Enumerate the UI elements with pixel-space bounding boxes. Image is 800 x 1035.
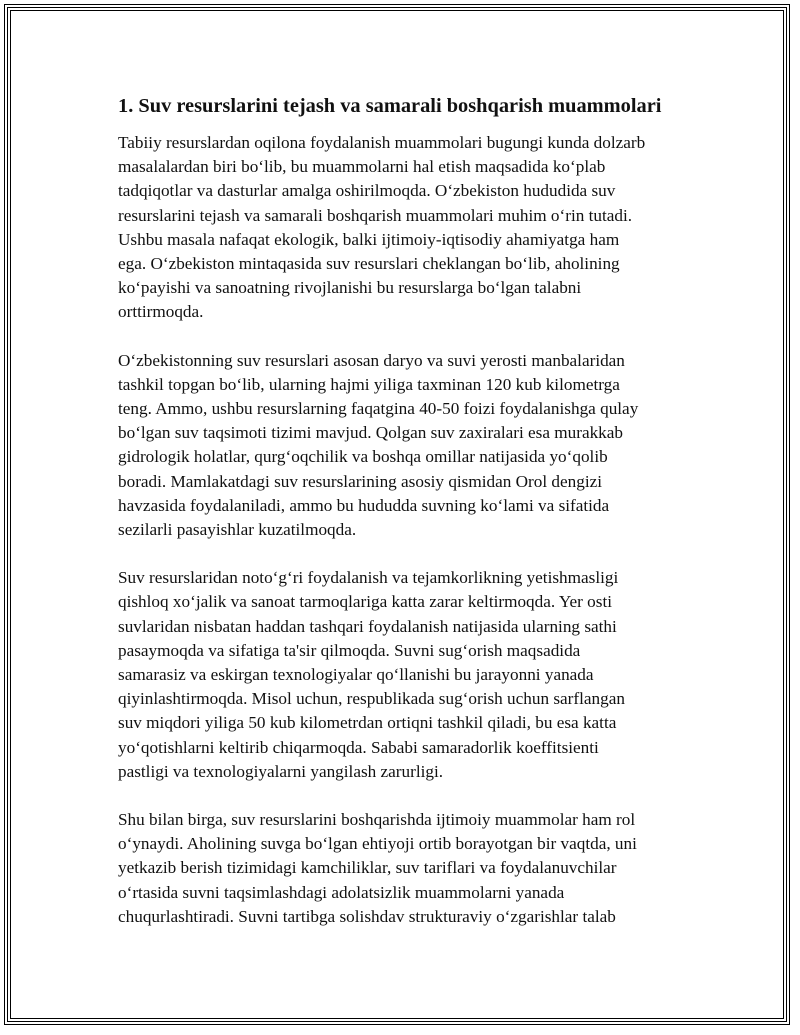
paragraph-line: masalalardan biri bo‘lib, bu muammolarni hal etish maqsadida ko‘plab: [118, 157, 606, 177]
paragraph-line: suv miqdori yiliga 50 kub kilometrdan ortiqni tashkil qiladi, bu esa katta: [118, 713, 617, 733]
paragraph-line: Shu bilan birga, suv resurslarini boshqarishda ijtimoiy muammolar ham rol: [118, 810, 636, 830]
document-body: [118, 92, 698, 953]
paragraph-line: pasaymoqda va sifatiga ta'sir qilmoqda. Suvni sug‘orish maqsadida: [118, 640, 581, 660]
paragraph-line: qiyinlashtirmoqda. Misol uchun, respublikada sug‘orish uchun sarflangan: [118, 689, 625, 709]
paragraph-3: [118, 566, 698, 784]
paragraph-line: suvlaridan nisbatan haddan tashqari foydalanish natijasida ularning sathi: [118, 616, 617, 636]
paragraph-line: bo‘lgan suv taqsimoti tizimi mavjud. Qolgan suv zaxiralari esa murakkab: [118, 423, 624, 443]
paragraph-line: gidrologik holatlar, qurg‘oqchilik va boshqa omillar natijasida yo‘qolib: [118, 447, 608, 467]
paragraph-line: Tabiiy resurslardan oqilona foydalanish muammolari bugungi kunda dolzarb: [118, 133, 646, 152]
paragraph-line: ega. O‘zbekiston mintaqasida suv resurslari cheklangan bo‘lib, aholining: [118, 254, 620, 274]
section-heading: 1. Suv resurslarini tejash va samarali boshqarish muammolari: [118, 95, 662, 117]
paragraph-line: qishloq xo‘jalik va sanoat tarmoqlariga katta zarar keltirmoqda. Yer osti: [118, 592, 613, 612]
paragraph-line: chuqurlashtiradi. Suvni tartibga solishdav strukturaviy o‘zgarishlar talab: [118, 906, 616, 926]
paragraph-line: samarasiz va eskirgan texnologiyalar qo‘llanishi bu jarayonni yanada: [118, 665, 594, 685]
paragraph-line: havzasida foydalaniladi, ammo bu hududda suvning ko‘lami va sifatida: [118, 495, 610, 515]
paragraph-line: yo‘qotishlarni keltirib chiqarmoqda. Sababi samaradorlik koeffitsienti: [118, 737, 599, 757]
paragraph-line: resurslarini tejash va samarali boshqarish muammolari muhim o‘rin tutadi.: [118, 205, 633, 225]
paragraph-line: boradi. Mamlakatdagi suv resurslarining asosiy qismidan Orol dengizi: [118, 471, 603, 491]
paragraph-line: tashkil topgan bo‘lib, ularning hajmi yiliga taxminan 120 kub kilometrga: [118, 374, 620, 394]
paragraph-line: o‘ynaydi. Aholining suvga bo‘lgan ehtiyoji ortib borayotgan bir vaqtda, uni: [118, 834, 637, 854]
paragraph-4: [118, 808, 698, 929]
paragraph-line: pastligi va texnologiyalarni yangilash zarurligi.: [118, 761, 444, 781]
paragraph-line: tadqiqotlar va dasturlar amalga oshirilmoqda. O‘zbekiston hududida suv: [118, 181, 616, 201]
paragraph-line: yetkazib berish tizimidagi kamchiliklar, suv tariflari va foydalanuvchilar: [118, 858, 617, 878]
paragraph-line: ko‘payishi va sanoatning rivojlanishi bu resurslarga bo‘lgan talabni: [118, 278, 582, 298]
paragraph-line: O‘zbekistonning suv resurslari asosan daryo va suvi yerosti manbalaridan: [118, 350, 625, 370]
paragraph-1: [118, 131, 698, 325]
paragraph-line: Ushbu masala nafaqat ekologik, balki ijtimoiy-iqtisodiy ahamiyatga ham: [118, 229, 620, 249]
paragraph-line: Suv resurslaridan noto‘g‘ri foydalanish va tejamkorlikning yetishmasligi: [118, 568, 619, 588]
paragraph-line: o‘rtasida suvni taqsimlashdagi adolatsizlik muammolarni yanada: [118, 882, 565, 902]
paragraph-line: teng. Ammo, ushbu resurslarning faqatgina 40-50 foizi foydalanishga qulay: [118, 399, 639, 419]
paragraph-line: orttirmoqda.: [118, 302, 204, 322]
paragraph-2: [118, 349, 698, 543]
paragraph-line: sezilarli pasayishlar kuzatilmoqda.: [118, 520, 357, 540]
